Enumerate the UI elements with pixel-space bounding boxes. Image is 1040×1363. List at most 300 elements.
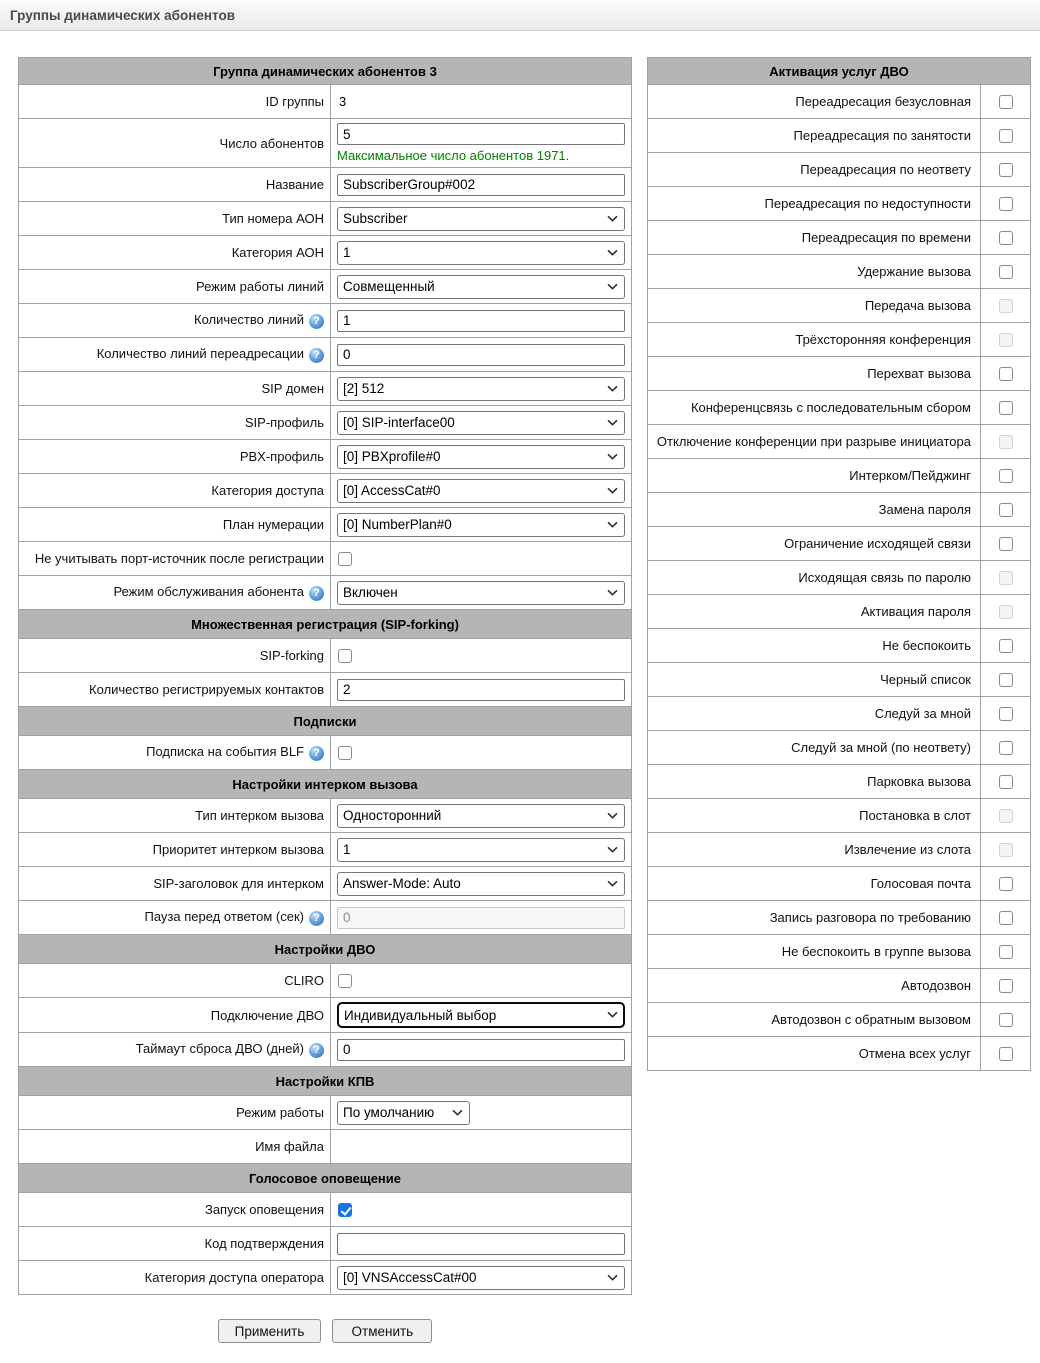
form-row [19,119,632,168]
service-label-cell [648,1003,981,1037]
text-input[interactable] [337,310,625,332]
field-label-cell [19,673,331,707]
form-actions [18,1319,632,1343]
service-checkbox-cell [981,867,1031,901]
field-label-cell [19,168,331,202]
service-label: Извлечение из слота [844,842,971,857]
select-input[interactable] [337,1101,470,1125]
form-row [19,372,632,406]
field-label-cell [19,1033,331,1067]
field-value-cell [331,168,632,202]
service-row [648,119,1031,153]
field-value-cell [331,1130,632,1164]
field-label-cell [19,474,331,508]
service-label-cell [648,765,981,799]
service-row [648,765,1031,799]
service-row [648,731,1031,765]
field-value-cell [331,508,632,542]
service-checkbox [999,571,1013,585]
select-input[interactable] [337,513,625,537]
text-input[interactable] [337,174,625,196]
form-row [19,202,632,236]
service-row [648,1037,1031,1071]
service-row [648,221,1031,255]
service-label: Передача вызова [864,298,971,313]
group-settings-panel [18,57,632,1343]
service-checkbox[interactable] [999,911,1013,925]
select-wrap [337,513,625,537]
service-checkbox [999,843,1013,857]
field-value-cell [331,799,632,833]
field-label: Режим обслуживания абонента [113,584,304,600]
field-value-cell [331,474,632,508]
form-row [19,833,632,867]
help-icon[interactable]: ? [309,911,324,926]
group-settings-table [18,57,632,1295]
content-area [0,31,1040,1363]
field-label-cell [19,508,331,542]
select-input[interactable] [337,581,625,605]
help-icon[interactable]: ? [309,1043,324,1058]
service-label-cell [648,153,981,187]
service-label-cell [648,357,981,391]
apply-button[interactable]: Применить [218,1319,322,1343]
form-row [19,1096,632,1130]
service-label: Переадресация безусловная [795,94,971,109]
service-checkbox-cell [981,459,1031,493]
service-label: Следуй за мной [874,706,971,721]
field-label: Тип номера АОН [222,211,324,226]
form-row [19,338,632,372]
service-row [648,255,1031,289]
field-value-cell [331,998,632,1033]
field-value-cell [331,85,632,119]
row-checkbox[interactable] [338,746,352,760]
field-value-cell [331,1193,632,1227]
form-row [19,168,632,202]
service-row [648,935,1031,969]
services-table-title: Активация услуг ДВО [648,58,1031,85]
field-label: SIP домен [261,381,324,396]
service-label: Не беспокоить [882,638,971,653]
field-value-cell [331,901,632,935]
service-checkbox-cell [981,1037,1031,1071]
select-input[interactable] [337,275,625,299]
service-row [648,697,1031,731]
service-label: Запись разговора по требованию [769,910,971,925]
field-label: Код подтверждения [204,1236,324,1251]
service-row [648,425,1031,459]
service-checkbox[interactable] [999,503,1013,517]
field-value-cell [331,372,632,406]
service-checkbox [999,809,1013,823]
service-label: Голосовая почта [870,876,971,891]
row-checkbox[interactable] [338,974,352,988]
field-value-cell [331,964,632,998]
form-row [19,867,632,901]
field-label-cell [19,270,331,304]
service-label-cell [648,799,981,833]
service-row [648,595,1031,629]
field-label-cell [19,1261,331,1295]
service-label-cell [648,391,981,425]
form-row [19,673,632,707]
field-label-cell [19,799,331,833]
section-row [19,707,632,736]
field-label-cell [19,119,331,168]
service-checkbox[interactable] [999,741,1013,755]
service-checkbox-cell [981,935,1031,969]
service-checkbox-cell [981,901,1031,935]
cancel-button[interactable]: Отменить [332,1319,432,1343]
select-wrap [337,1101,470,1125]
help-icon[interactable]: ? [309,348,324,363]
select-input[interactable] [337,411,625,435]
select-wrap [337,804,625,828]
field-value-cell [331,736,632,770]
service-label: Следуй за мной (по неответу) [791,740,971,755]
table-title-row [19,58,632,85]
field-value-cell [331,1227,632,1261]
service-label: Автодозвон с обратным вызовом [771,1012,971,1027]
select-wrap [337,1002,625,1028]
form-row [19,474,632,508]
service-label-cell [648,833,981,867]
row-checkbox[interactable] [338,1203,352,1217]
section-header: Настройки КПВ [19,1067,632,1096]
service-label-cell [648,187,981,221]
service-label-cell [648,255,981,289]
service-label-cell [648,561,981,595]
service-label: Переадресация по занятости [793,128,971,143]
service-checkbox[interactable] [999,197,1013,211]
service-label: Переадресация по времени [801,230,971,245]
field-value-cell [331,202,632,236]
field-label: Категория АОН [231,245,324,260]
field-label: Количество линий [194,312,304,328]
select-wrap [337,445,625,469]
service-checkbox [999,605,1013,619]
select-wrap [337,377,625,401]
select-input[interactable] [337,804,625,828]
select-input[interactable] [337,1002,625,1028]
service-row [648,357,1031,391]
service-checkbox[interactable] [999,95,1013,109]
service-label: Удержание вызова [857,264,971,279]
field-value-cell [331,1096,632,1130]
service-row [648,561,1031,595]
service-checkbox-cell [981,153,1031,187]
select-input[interactable] [337,445,625,469]
section-header: Подписки [19,707,632,736]
service-label-cell [648,595,981,629]
field-label: Таймаут сброса ДВО (дней) [135,1041,304,1057]
select-input[interactable] [337,377,625,401]
group-table-title: Группа динамических абонентов 3 [19,58,632,85]
service-checkbox[interactable] [999,877,1013,891]
service-label: Замена пароля [878,502,971,517]
service-checkbox[interactable] [999,639,1013,653]
field-label: Категория доступа оператора [144,1270,324,1285]
service-checkbox[interactable] [999,1047,1013,1061]
field-value-cell [331,833,632,867]
service-row [648,391,1031,425]
form-row [19,901,632,935]
service-checkbox[interactable] [999,537,1013,551]
field-label-cell [19,964,331,998]
service-checkbox-cell [981,731,1031,765]
service-checkbox-cell [981,493,1031,527]
select-input[interactable] [337,479,625,503]
field-label-cell [19,867,331,901]
select-wrap [337,581,625,605]
form-row [19,1193,632,1227]
field-label-cell [19,440,331,474]
service-checkbox-cell [981,357,1031,391]
service-checkbox-cell [981,833,1031,867]
form-row [19,270,632,304]
field-label-cell [19,998,331,1033]
field-value-cell [331,673,632,707]
service-label-cell [648,289,981,323]
services-table [647,57,1031,1071]
service-row [648,289,1031,323]
text-input[interactable] [337,679,625,701]
field-label: Имя файла [255,1139,324,1154]
service-label-cell [648,425,981,459]
service-label-cell [648,119,981,153]
field-value-cell [331,406,632,440]
service-label-cell [648,969,981,1003]
section-header: Настройки интерком вызова [19,770,632,799]
form-row [19,998,632,1033]
form-row [19,576,632,610]
field-label: SIP-профиль [244,415,324,430]
service-row [648,459,1031,493]
service-checkbox[interactable] [999,129,1013,143]
form-row [19,85,632,119]
service-checkbox[interactable] [999,163,1013,177]
field-value-cell [331,119,632,168]
form-row [19,1033,632,1067]
text-input[interactable] [337,344,625,366]
service-checkbox[interactable] [999,367,1013,381]
field-label-cell [19,304,331,338]
service-checkbox[interactable] [999,265,1013,279]
select-input[interactable] [337,207,625,231]
help-icon[interactable]: ? [309,586,324,601]
field-label: PBX-профиль [239,449,324,464]
form-row [19,964,632,998]
service-row [648,323,1031,357]
service-checkbox[interactable] [999,945,1013,959]
select-wrap [337,872,625,896]
service-checkbox[interactable] [999,775,1013,789]
service-checkbox[interactable] [999,231,1013,245]
service-label-cell [648,1037,981,1071]
service-checkbox-cell [981,85,1031,119]
service-checkbox-cell [981,969,1031,1003]
service-checkbox[interactable] [999,401,1013,415]
service-checkbox[interactable] [999,673,1013,687]
service-row [648,901,1031,935]
service-row [648,629,1031,663]
field-label-cell [19,901,331,935]
service-label-cell [648,867,981,901]
select-input[interactable] [337,1266,625,1290]
text-input[interactable] [337,1039,625,1061]
service-checkbox-cell [981,595,1031,629]
field-label: ID группы [265,94,324,109]
form-row [19,1261,632,1295]
service-label-cell [648,663,981,697]
service-label: Конференцсвязь с последовательным сбором [690,400,971,415]
field-label-cell [19,833,331,867]
field-label-cell [19,406,331,440]
service-label-cell [648,221,981,255]
field-label-cell [19,1096,331,1130]
field-label: Количество регистрируемых контактов [89,682,324,697]
section-row [19,610,632,639]
service-label: Парковка вызова [867,774,971,789]
field-label: Подписка на события BLF [146,744,304,760]
field-label-cell [19,736,331,770]
static-value [337,1139,339,1154]
service-label-cell [648,85,981,119]
select-wrap [337,1266,625,1290]
field-label-cell [19,1130,331,1164]
section-header: Настройки ДВО [19,935,632,964]
form-row [19,799,632,833]
service-label-cell [648,901,981,935]
service-checkbox [999,435,1013,449]
field-label: План нумерации [222,517,324,532]
service-checkbox[interactable] [999,979,1013,993]
service-checkbox-cell [981,425,1031,459]
service-label-cell [648,459,981,493]
service-checkbox-cell [981,119,1031,153]
service-checkbox[interactable] [999,469,1013,483]
form-row [19,1227,632,1261]
service-label: Черный список [880,672,971,687]
form-row [19,406,632,440]
service-row [648,187,1031,221]
service-checkbox-cell [981,187,1031,221]
service-row [648,663,1031,697]
row-checkbox[interactable] [338,649,352,663]
service-row [648,969,1031,1003]
section-row [19,1164,632,1193]
service-label: Трёхсторонняя конференция [795,332,971,347]
field-value-cell [331,639,632,673]
static-value: 3 [339,94,347,109]
field-label: Количество линий переадресации [96,346,304,362]
service-checkbox-cell [981,221,1031,255]
select-wrap [337,207,625,231]
section-header: Множественная регистрация (SIP-forking) [19,610,632,639]
service-label: Интерком/Пейджинг [849,468,971,483]
service-checkbox-cell [981,323,1031,357]
page-header [0,0,1040,31]
service-label: Перехват вызова [867,366,971,381]
field-label-cell [19,372,331,406]
text-input [337,907,625,929]
help-icon[interactable]: ? [309,314,324,329]
select-wrap [337,411,625,435]
section-row [19,935,632,964]
field-label-cell [19,236,331,270]
field-value-cell [331,542,632,576]
service-checkbox [999,299,1013,313]
field-label-cell [19,1193,331,1227]
form-row [19,1130,632,1164]
service-checkbox-cell [981,765,1031,799]
service-label: Отмена всех услуг [858,1046,971,1061]
service-checkbox-cell [981,799,1031,833]
select-wrap [337,479,625,503]
field-label-cell [19,542,331,576]
service-checkbox[interactable] [999,707,1013,721]
field-value-cell [331,304,632,338]
field-label: Приоритет интерком вызова [152,842,324,857]
service-checkbox-cell [981,663,1031,697]
select-input[interactable] [337,838,625,862]
service-checkbox[interactable] [999,1013,1013,1027]
field-value-cell [331,236,632,270]
field-label: SIP-forking [259,648,324,663]
service-row [648,527,1031,561]
service-checkbox-cell [981,289,1031,323]
field-label: Название [265,177,324,192]
service-row [648,1003,1031,1037]
service-label: Ограничение исходящей связи [784,536,971,551]
text-input[interactable] [337,123,625,145]
service-row [648,799,1031,833]
field-label: Режим работы [236,1105,324,1120]
service-label-cell [648,527,981,561]
form-row [19,440,632,474]
service-checkbox-cell [981,1003,1031,1037]
service-label: Отключение конференции при разрыве инициатора [656,434,971,449]
field-label-cell [19,338,331,372]
service-label: Переадресация по недоступности [764,196,971,211]
service-label: Исходящая связь по паролю [798,570,971,585]
form-row [19,236,632,270]
select-input[interactable] [337,872,625,896]
row-checkbox[interactable] [338,552,352,566]
section-row [19,1067,632,1096]
section-header: Голосовое оповещение [19,1164,632,1193]
section-row [19,770,632,799]
service-checkbox-cell [981,391,1031,425]
help-icon[interactable]: ? [309,746,324,761]
text-input[interactable] [337,1233,625,1255]
form-row [19,304,632,338]
service-checkbox-cell [981,527,1031,561]
service-label: Переадресация по неответу [800,162,971,177]
field-label-cell [19,576,331,610]
select-input[interactable] [337,241,625,265]
field-label: Подключение ДВО [210,1007,324,1023]
service-label: Постановка в слот [859,808,971,823]
field-label-cell [19,85,331,119]
form-row [19,736,632,770]
hint-text: Максимальное число абонентов 1971. [337,148,570,163]
field-label: Число абонентов [219,135,324,151]
form-row [19,508,632,542]
field-label: CLIRO [284,973,324,988]
page-title: Группы динамических абонентов [10,7,235,23]
